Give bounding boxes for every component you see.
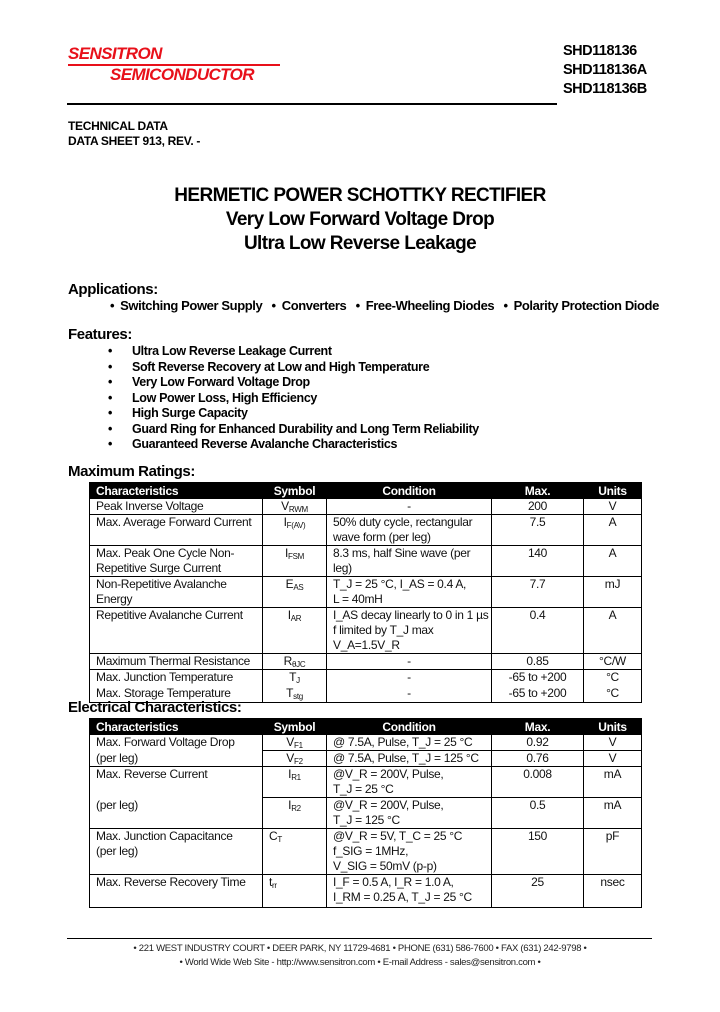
bullet-icon: •: [108, 390, 113, 405]
column-header: Condition: [327, 483, 492, 499]
header-divider: [67, 103, 557, 105]
units: A: [584, 546, 642, 577]
table-row: [90, 798, 642, 829]
feature-item: • Low Power Loss, High Efficiency: [108, 390, 318, 405]
condition: -: [327, 686, 492, 703]
symbol: $I_{R1}$: [263, 767, 327, 798]
characteristic: Repetitive Avalanche Current: [90, 608, 263, 654]
bullet-icon: •: [108, 421, 113, 436]
max-ratings-heading: Maximum Ratings:: [68, 463, 195, 480]
max-value: 0.85: [492, 654, 584, 670]
units: V: [584, 735, 642, 751]
symbol: $V_{RWM}$: [263, 499, 327, 515]
characteristic: Non-Repetitive Avalanche Energy: [90, 577, 263, 608]
max-value: 0.008: [492, 767, 584, 798]
units: V: [584, 751, 642, 767]
feature-item: • Guaranteed Reverse Avalanche Characteristics: [108, 437, 398, 451]
condition: @ 7.5A, Pulse, T_J = 125 °C: [327, 751, 492, 767]
table-row: [90, 875, 642, 908]
max-value: 7.5: [492, 515, 584, 546]
footer-contact: • World Wide Web Site - http://www.sensitron.com • E-mail Address - sales@sensitron.com •: [179, 957, 541, 968]
units: A: [584, 608, 642, 654]
feature-item: • Very Low Forward Voltage Drop: [108, 375, 310, 389]
table-row: [90, 735, 642, 751]
units: nsec: [584, 875, 642, 908]
applications-heading: Applications:: [68, 281, 158, 298]
condition: -: [327, 670, 492, 686]
logo-semiconductor: SEMICONDUCTOR: [110, 65, 254, 84]
max-value: 140: [492, 546, 584, 577]
characteristic: Max. Junction Temperature: [90, 670, 263, 686]
characteristic: Max. Peak One Cycle Non-Repetitive Surge Current: [90, 546, 263, 577]
symbol: $I_{AR}$: [263, 608, 327, 654]
characteristic: Max. Storage Temperature: [90, 686, 263, 703]
bullet-icon: •: [108, 344, 113, 358]
symbol: $R_{\theta JC}$: [263, 654, 327, 670]
tech-data: TECHNICAL DATA: [68, 119, 168, 133]
max-value: 150: [492, 829, 584, 875]
table-row: [90, 577, 642, 608]
symbol: $t_{rr}$: [263, 875, 327, 908]
column-header: Symbol: [263, 483, 327, 499]
condition: I_F = 0.5 A, I_R = 1.0 A, I_RM = 0.25 A, T_J = 25 °C: [327, 875, 492, 908]
column-header: Max.: [492, 483, 584, 499]
electrical-heading: Electrical Characteristics:: [68, 699, 242, 716]
symbol: $E_{AS}$: [263, 577, 327, 608]
column-header: Symbol: [263, 719, 327, 735]
characteristic: Max. Junction Capacitance (per leg): [90, 829, 263, 875]
part-number: SHD118136: [563, 43, 637, 59]
symbol: $T_{stg}$: [263, 686, 327, 703]
characteristic: Max. Reverse Recovery Time: [90, 875, 263, 908]
condition: I_AS decay linearly to 0 in 1 µs f limited by T_J max V_A=1.5V_R: [327, 608, 492, 654]
table-row: [90, 546, 642, 577]
subtitle-1: Very Low Forward Voltage Drop: [225, 209, 495, 230]
characteristic: Max. Average Forward Current: [90, 515, 263, 546]
max-value: 0.92: [492, 735, 584, 751]
application-item: Polarity Protection Diode: [513, 298, 659, 313]
units: °C/W: [584, 654, 642, 670]
condition: T_J = 25 °C, I_AS = 0.4 A, L = 40mH: [327, 577, 492, 608]
bullet-icon: •: [503, 298, 508, 313]
max-value: -65 to +200: [492, 670, 584, 686]
table-row: [90, 829, 642, 875]
table-row: [90, 654, 642, 670]
table-header-row: [90, 483, 642, 499]
characteristic: (per leg): [90, 751, 263, 767]
symbol: $C_T$: [263, 829, 327, 875]
max-value: 0.76: [492, 751, 584, 767]
bullet-icon: •: [108, 359, 113, 374]
condition: 50% duty cycle, rectangular wave form (per leg): [327, 515, 492, 546]
symbol: $V_{F1}$: [263, 735, 327, 751]
features-list: [108, 344, 479, 453]
symbol: $I_{FSM}$: [263, 546, 327, 577]
bullet-icon: •: [271, 298, 276, 313]
condition: @V_R = 200V, Pulse, T_J = 125 °C: [327, 798, 492, 829]
max-value: -65 to +200: [492, 686, 584, 703]
max-value: 7.7: [492, 577, 584, 608]
data-sheet-number: DATA SHEET 913, REV. -: [68, 134, 201, 148]
max-ratings-table: [89, 482, 642, 703]
units: mA: [584, 798, 642, 829]
page-title: HERMETIC POWER SCHOTTKY RECTIFIER: [174, 185, 546, 206]
bullet-icon: •: [355, 298, 360, 313]
table-row: [90, 767, 642, 798]
units: °C: [584, 670, 642, 686]
condition: -: [327, 499, 492, 515]
footer: [0, 942, 720, 970]
symbol: $I_{R2}$: [263, 798, 327, 829]
features-heading: Features:: [68, 326, 132, 343]
units: V: [584, 499, 642, 515]
subtitle-2: Ultra Low Reverse Leakage: [243, 233, 477, 254]
bullet-icon: •: [110, 298, 115, 313]
column-header: Units: [584, 719, 642, 735]
condition: 8.3 ms, half Sine wave (per leg): [327, 546, 492, 577]
feature-item: • Soft Reverse Recovery at Low and High Temperature: [108, 359, 430, 374]
units: mJ: [584, 577, 642, 608]
max-value: 200: [492, 499, 584, 515]
table-row: [90, 499, 642, 515]
part-numbers: [563, 42, 647, 99]
symbol: $T_J$: [263, 670, 327, 686]
application-item: Free-Wheeling Diodes: [365, 298, 495, 313]
applications-list: [110, 298, 665, 313]
title-block: [0, 184, 720, 256]
characteristic: Peak Inverse Voltage: [90, 499, 263, 515]
table-row: [90, 608, 642, 654]
column-header: Condition: [327, 719, 492, 735]
application-item: Converters: [281, 298, 347, 313]
condition: @ 7.5A, Pulse, T_J = 25 °C: [327, 735, 492, 751]
symbol: $I_{F(AV)}$: [263, 515, 327, 546]
column-header: Units: [584, 483, 642, 499]
units: °C: [584, 686, 642, 703]
characteristic: Max. Reverse Current: [90, 767, 263, 798]
part-number: SHD118136B: [563, 81, 647, 97]
units: pF: [584, 829, 642, 875]
condition: @V_R = 200V, Pulse, T_J = 25 °C: [327, 767, 492, 798]
footer-divider: [67, 938, 652, 939]
table-header-row: [90, 719, 642, 735]
max-value: 25: [492, 875, 584, 908]
electrical-table: [89, 718, 642, 908]
table-row: [90, 515, 642, 546]
max-value: 0.4: [492, 608, 584, 654]
feature-item: • Guard Ring for Enhanced Durability and Long Term Reliability: [108, 421, 479, 436]
max-value: 0.5: [492, 798, 584, 829]
bullet-icon: •: [108, 375, 113, 389]
technical-data-label: [68, 119, 200, 149]
symbol: $V_{F2}$: [263, 751, 327, 767]
application-item: Switching Power Supply: [120, 298, 263, 313]
condition: -: [327, 654, 492, 670]
bullet-icon: •: [108, 437, 113, 451]
table-row: [90, 670, 642, 686]
condition: @V_R = 5V, T_C = 25 °C f_SIG = 1MHz, V_SIG = 50mV (p-p): [327, 829, 492, 875]
characteristic: (per leg): [90, 798, 263, 829]
part-number: SHD118136A: [563, 62, 647, 78]
units: A: [584, 515, 642, 546]
bullet-icon: •: [108, 406, 113, 420]
logo-sensitron: SENSITRON: [68, 44, 162, 63]
feature-item: • High Surge Capacity: [108, 406, 248, 420]
column-header: Characteristics: [90, 719, 263, 735]
column-header: Characteristics: [90, 483, 263, 499]
characteristic: Max. Forward Voltage Drop: [90, 735, 263, 751]
units: mA: [584, 767, 642, 798]
table-row: [90, 751, 642, 767]
column-header: Max.: [492, 719, 584, 735]
footer-address: • 221 WEST INDUSTRY COURT • DEER PARK, NY 11729-4681 • PHONE (631) 586-7600 • FAX (631) 242-9798 •: [133, 943, 587, 954]
feature-item: • Ultra Low Reverse Leakage Current: [108, 344, 332, 358]
characteristic: Maximum Thermal Resistance: [90, 654, 263, 670]
